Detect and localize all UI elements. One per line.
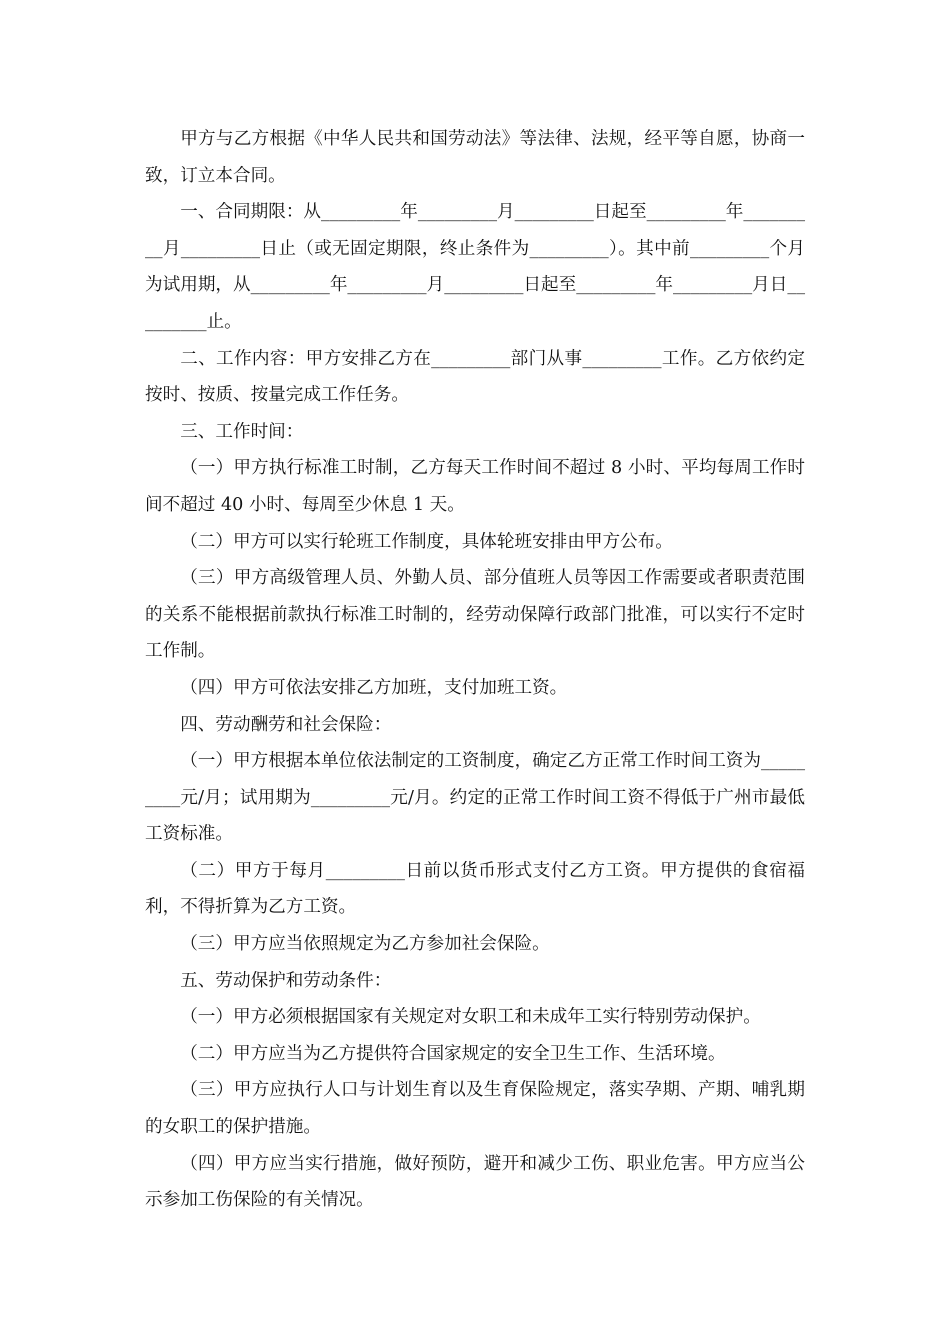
clause-3-heading: 三、工作时间： xyxy=(180,421,304,442)
clause-4-heading: 四、劳动酬劳和社会保险： xyxy=(180,714,392,735)
clause-4-item-3: （三）甲方应当依照规定为乙方参加社会保险。 xyxy=(180,934,550,955)
clause-5-item-1: （一）甲方必须根据国家有关规定对女职工和未成年工实行特别劳动保护。 xyxy=(180,1007,761,1028)
clause-2-work-content: 二、工作内容：甲方安排乙方在_________部门从事_________工作。乙方依约定按时、按质、按量完成工作任务。 xyxy=(145,348,805,406)
clause-5-heading: 五、劳动保护和劳动条件： xyxy=(180,970,392,991)
clause-5-item-2: （二）甲方应当为乙方提供符合国家规定的安全卫生工作、生活环境。 xyxy=(180,1043,726,1064)
clause-4-item-1: （一）甲方根据本单位依法制定的工资制度，确定乙方正常工作时间工资为_________元/月；试用期为_________元/月。约定的正常工作时间工资不得低于广州市最低工资标准。 xyxy=(145,751,805,845)
clause-4-item-2: （二）甲方于每月_________日前以货币形式支付乙方工资。甲方提供的食宿福利，不得折算为乙方工资。 xyxy=(145,860,805,918)
intro-paragraph: 甲方与乙方根据《中华人民共和国劳动法》等法律、法规，经平等自愿，协商一致，订立本合同。 xyxy=(145,129,805,186)
contract-body xyxy=(145,121,805,1219)
clause-1-contract-term: 一、合同期限：从_________年_________月_________日起至_________年_________月_________日止（或无固定期限，终止条件为_________）。其中前_________个月为试用期，从_________年_________月_________日起至_________年_________月日_________止。 xyxy=(145,202,805,332)
clause-5-item-3: （三）甲方应执行人口与计划生育以及生育保险规定，落实孕期、产期、哺乳期的女职工的保护措施。 xyxy=(145,1080,805,1138)
clause-3-item-3: （三）甲方高级管理人员、外勤人员、部分值班人员等因工作需要或者职责范围的关系不能根据前款执行标准工时制的，经劳动保障行政部门批准，可以实行不定时工作制。 xyxy=(145,568,805,662)
clause-3-item-2: （二）甲方可以实行轮班工作制度，具体轮班安排由甲方公布。 xyxy=(180,531,673,552)
clause-3-item-1: （一）甲方执行标准工时制，乙方每天工作时间不超过 8 小时、平均每周工作时间不超过 40 小时、每周至少休息 1 天。 xyxy=(145,458,805,515)
clause-5-item-4: （四）甲方应当实行措施，做好预防，避开和减少工伤、职业危害。甲方应当公示参加工伤保险的有关情况。 xyxy=(145,1153,805,1211)
clause-3-item-4: （四）甲方可依法安排乙方加班，支付加班工资。 xyxy=(180,677,568,698)
